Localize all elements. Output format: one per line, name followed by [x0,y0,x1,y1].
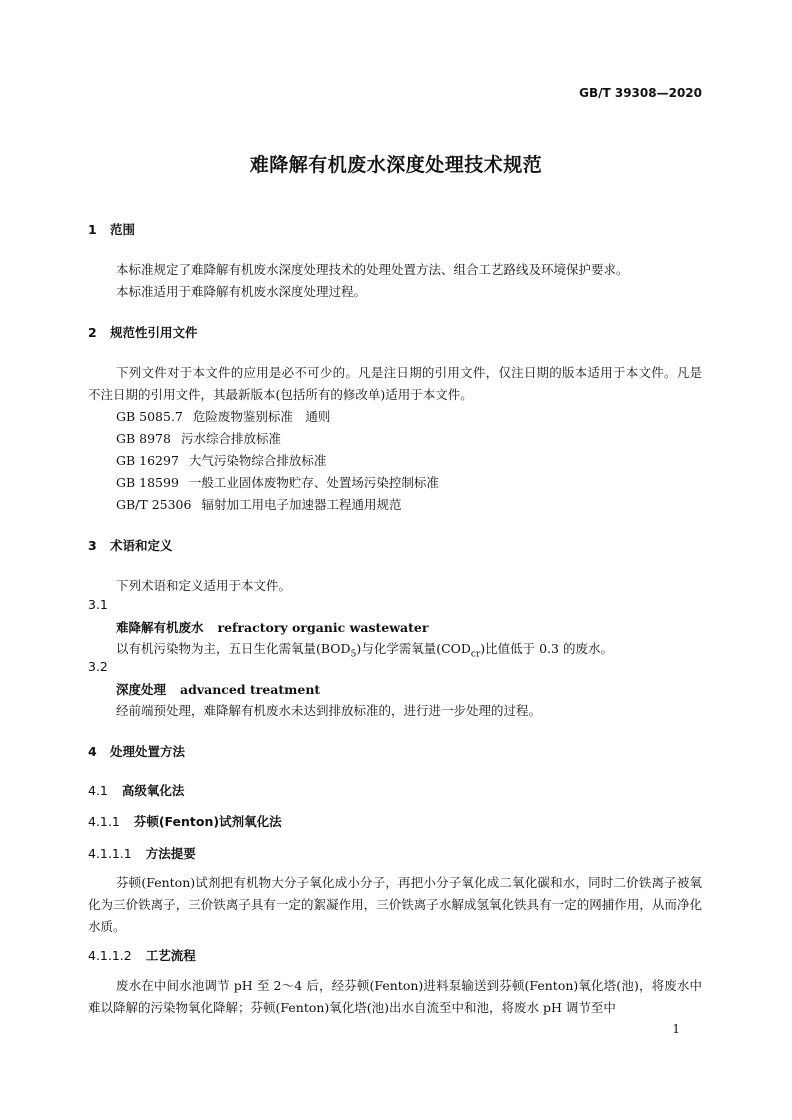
definition-part: 以有机污染物为主，五日生化需氧量(BOD [116,641,351,656]
document-title: 难降解有机废水深度处理技术规范 [249,154,543,176]
subscript: cr [470,649,481,660]
term-en: refractory organic wastewater [217,620,429,635]
subsection-heading [88,781,184,799]
subsection-title: 高级氧化法 [121,783,185,798]
reference-item [116,451,326,469]
subsection-number: 4.1.1.2 [88,948,132,963]
paragraph: 下列术语和定义适用于本文件。 [116,578,292,593]
reference-code: GB/T 25306 [116,497,192,512]
term-zh: 难降解有机废水 [116,620,204,635]
section-title: 术语和定义 [110,538,173,553]
section-title: 规范性引用文件 [110,325,198,340]
reference-name: 一般工业固体废物贮存、处置场污染控制标准 [188,475,439,490]
subsection-number: 4.1.1 [88,814,120,829]
section-number: 4 [88,744,97,759]
section-number: 1 [88,222,97,237]
subsection-number: 4.1 [88,783,108,798]
paragraph: 废水在中间水池调节 pH 至 2～4 后，经芬顿(Fenton)进料泵输送到芬顿(Fenton)氧化塔(池)，将废水中难以降解的污染物氧化降解；芬顿(Fenton)氧化塔(池)出水自流至中和池，将废水 pH 调节至中 [88,978,702,1015]
subsection-title: 芬顿(Fenton)试剂氧化法 [133,814,282,829]
section-4-heading [88,742,185,760]
term-definition: 经前端预处理，难降解有机废水未达到排放标准的，进行进一步处理的过程。 [116,703,542,718]
reference-name: 危险废物鉴别标准 通则 [192,409,331,424]
section-number: 3 [88,538,97,553]
paragraph: 芬顿(Fenton)试剂把有机物大分子氧化成小分子，再把小分子氧化成二氧化碳和水，同时二价铁离子被氧化为三价铁离子，三价铁离子具有一定的絮凝作用，三价铁离子水解成氢氧化铁具有一定的网捕作用，从而净化水质。 [88,875,702,934]
section-2-heading [88,323,198,341]
term-zh: 深度处理 [116,682,167,697]
term-entry [116,680,320,698]
reference-item [116,495,401,513]
standard-number: GB/T 39308—2020 [579,86,702,100]
reference-name: 污水综合排放标准 [180,431,281,446]
subsection-title: 方法提要 [145,846,196,861]
subsection-number: 4.1.1.1 [88,846,132,861]
reference-item [116,473,439,491]
section-title: 处理处置方法 [110,744,186,759]
reference-name: 辐射加工用电子加速器工程通用规范 [201,497,402,512]
reference-item [116,429,281,447]
section-number: 2 [88,325,97,340]
paragraph: 本标准规定了难降解有机废水深度处理技术的处理处置方法、组合工艺路线及环境保护要求。 [116,262,629,277]
term-number: 3.1 [88,597,108,612]
section-title: 范围 [110,222,136,237]
definition-part: )与化学需氧量(COD [356,641,471,656]
subsection-title: 工艺流程 [145,948,196,963]
reference-item [116,407,330,425]
term-definition [116,639,613,660]
term-number: 3.2 [88,659,108,674]
paragraph: 本标准适用于难降解有机废水深度处理过程。 [116,284,367,299]
page-number: 1 [672,1022,680,1036]
paragraph: 下列文件对于本文件的应用是必不可少的。凡是注日期的引用文件，仅注日期的版本适用于本文件。凡是不注日期的引用文件，其最新版本(包括所有的修改单)适用于本文件。 [88,365,702,402]
subsection-heading [88,946,196,964]
definition-part: )比值低于 0.3 的废水。 [480,641,613,656]
subsection-heading [88,844,196,862]
section-1-heading [88,220,135,238]
section-3-heading [88,536,173,554]
term-entry [116,618,428,636]
reference-code: GB 16297 [116,453,179,468]
subscript: 5 [350,649,357,660]
reference-code: GB 8978 [116,431,171,446]
reference-name: 大气污染物综合排放标准 [188,453,327,468]
reference-code: GB 18599 [116,475,179,490]
term-en: advanced treatment [180,682,321,697]
reference-code: GB 5085.7 [116,409,183,424]
subsection-heading [88,812,282,830]
